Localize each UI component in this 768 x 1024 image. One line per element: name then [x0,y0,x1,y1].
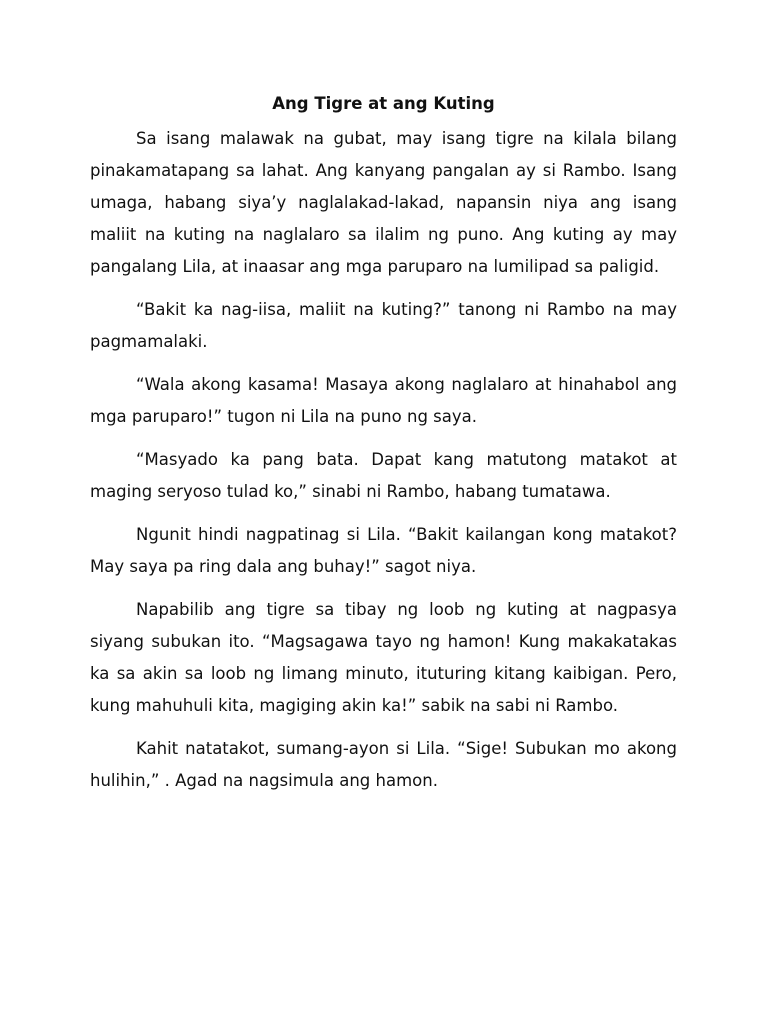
paragraph-4: “Masyado ka pang bata. Dapat kang matutong matakot at maging seryoso tulad ko,” sinabi ni Rambo, habang tumatawa. [90,450,677,501]
paragraph-5: Ngunit hindi nagpatinag si Lila. “Bakit kailangan kong matakot? May saya pa ring dala ang buhay!” sagot niya. [90,525,677,576]
document-title: Ang Tigre at ang Kuting [272,94,495,113]
paragraph-7: Kahit natatakot, sumang-ayon si Lila. “Sige! Subukan mo akong hulihin,” . Agad na nagsimula ang hamon. [90,739,677,790]
document-body [90,92,677,808]
paragraph-3: “Wala akong kasama! Masaya akong naglalaro at hinahabol ang mga paruparo!” tugon ni Lila na puno ng saya. [90,375,677,426]
paragraph-6: Napabilib ang tigre sa tibay ng loob ng kuting at nagpasya siyang subukan ito. “Magsagawa tayo ng hamon! Kung makakatakas ka sa akin sa loob ng limang minuto, ituturing kitang kaibigan. Pero, kung mahuhuli kita, magiging akin ka!” sabik na sabi ni Rambo. [90,600,677,715]
paragraph-2: “Bakit ka nag-iisa, maliit na kuting?” tanong ni Rambo na may pagmamalaki. [90,300,677,351]
paragraph-1: Sa isang malawak na gubat, may isang tigre na kilala bilang pinakamatapang sa lahat. Ang kanyang pangalan ay si Rambo. Isang umaga, habang siya’y naglalakad-lakad, napansin niya ang isang maliit na kuting na naglalaro sa ilalim ng puno. Ang kuting ay may pangalang Lila, at inaasar ang mga paruparo na lumilipad sa paligid. [90,129,677,276]
